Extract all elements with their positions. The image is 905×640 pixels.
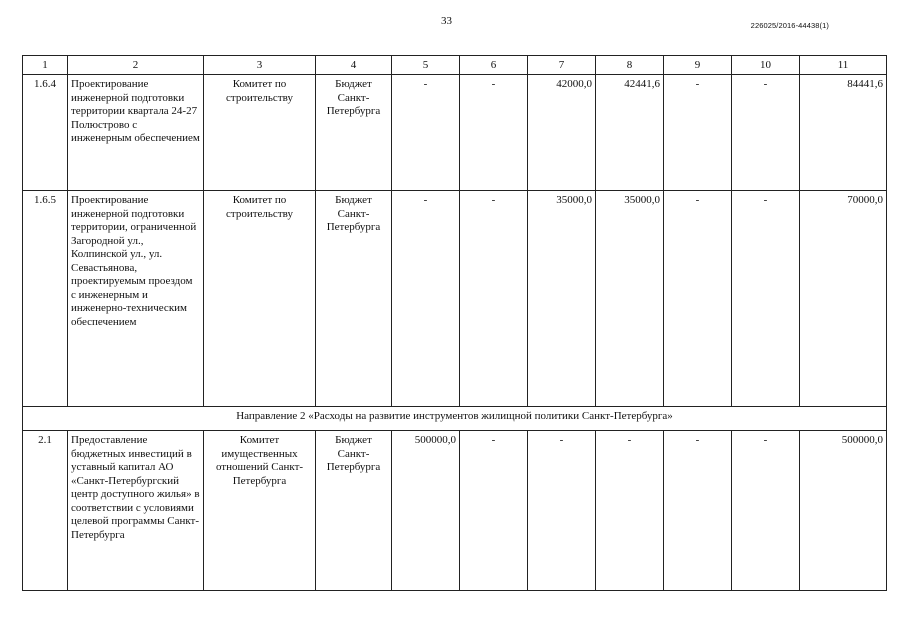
value-col9: - [664,191,732,407]
column-number-cell: 6 [460,56,528,75]
column-number-cell: 7 [528,56,596,75]
row-number: 1.6.5 [23,191,68,407]
page-number: 33 [441,15,452,27]
funding-source: Бюджет Санкт-Петербурга [316,191,392,407]
value-col10: - [732,75,800,191]
column-number-cell: 11 [800,56,887,75]
row-number: 2.1 [23,431,68,591]
value-col7: 42000,0 [528,75,596,191]
value-col6: - [460,75,528,191]
value-col10: - [732,431,800,591]
value-total: 70000,0 [800,191,887,407]
measure-name: Проектирование инженерной подготовки территории квартала 24-27 Полюстрово с инженерным обеспечением [68,75,204,191]
value-col6: - [460,191,528,407]
table-row [23,191,887,407]
value-total: 500000,0 [800,431,887,591]
value-col6: - [460,431,528,591]
value-col8: 35000,0 [596,191,664,407]
value-col5: - [392,191,460,407]
value-col9: - [664,431,732,591]
value-total: 84441,6 [800,75,887,191]
table-row [23,75,887,191]
column-number-cell: 1 [23,56,68,75]
column-number-cell: 4 [316,56,392,75]
value-col5: 500000,0 [392,431,460,591]
funding-source: Бюджет Санкт-Петербурга [316,431,392,591]
value-col5: - [392,75,460,191]
column-number-cell: 10 [732,56,800,75]
executor: Комитет по строительству [204,191,316,407]
funding-source: Бюджет Санкт-Петербурга [316,75,392,191]
value-col7: - [528,431,596,591]
value-col8: 42441,6 [596,75,664,191]
document-id: 226025/2016-44438(1) [750,21,829,30]
direction-title: Направление 2 «Расходы на развитие инструментов жилищной политики Санкт-Петербурга» [23,407,887,431]
column-number-cell: 8 [596,56,664,75]
budget-table [22,55,887,591]
value-col10: - [732,191,800,407]
value-col9: - [664,75,732,191]
value-col7: 35000,0 [528,191,596,407]
direction-heading-row [23,407,887,431]
column-number-cell: 3 [204,56,316,75]
table-row [23,431,887,591]
column-number-cell: 5 [392,56,460,75]
row-number: 1.6.4 [23,75,68,191]
value-col8: - [596,431,664,591]
column-number-row [23,56,887,75]
measure-name: Предоставление бюджетных инвестиций в уставный капитал АО «Санкт-Петербургский центр доступного жилья» в соответствии с условиями целевой программы Санкт-Петербурга [68,431,204,591]
column-number-cell: 9 [664,56,732,75]
executor: Комитет по строительству [204,75,316,191]
executor: Комитет имущественных отношений Санкт-Петербурга [204,431,316,591]
column-number-cell: 2 [68,56,204,75]
measure-name: Проектирование инженерной подготовки территории, ограниченной Загородной ул., Колпинской ул., ул. Севастьянова, проектируемым проездом с инженерным и инженерно-техническим обеспечением [68,191,204,407]
